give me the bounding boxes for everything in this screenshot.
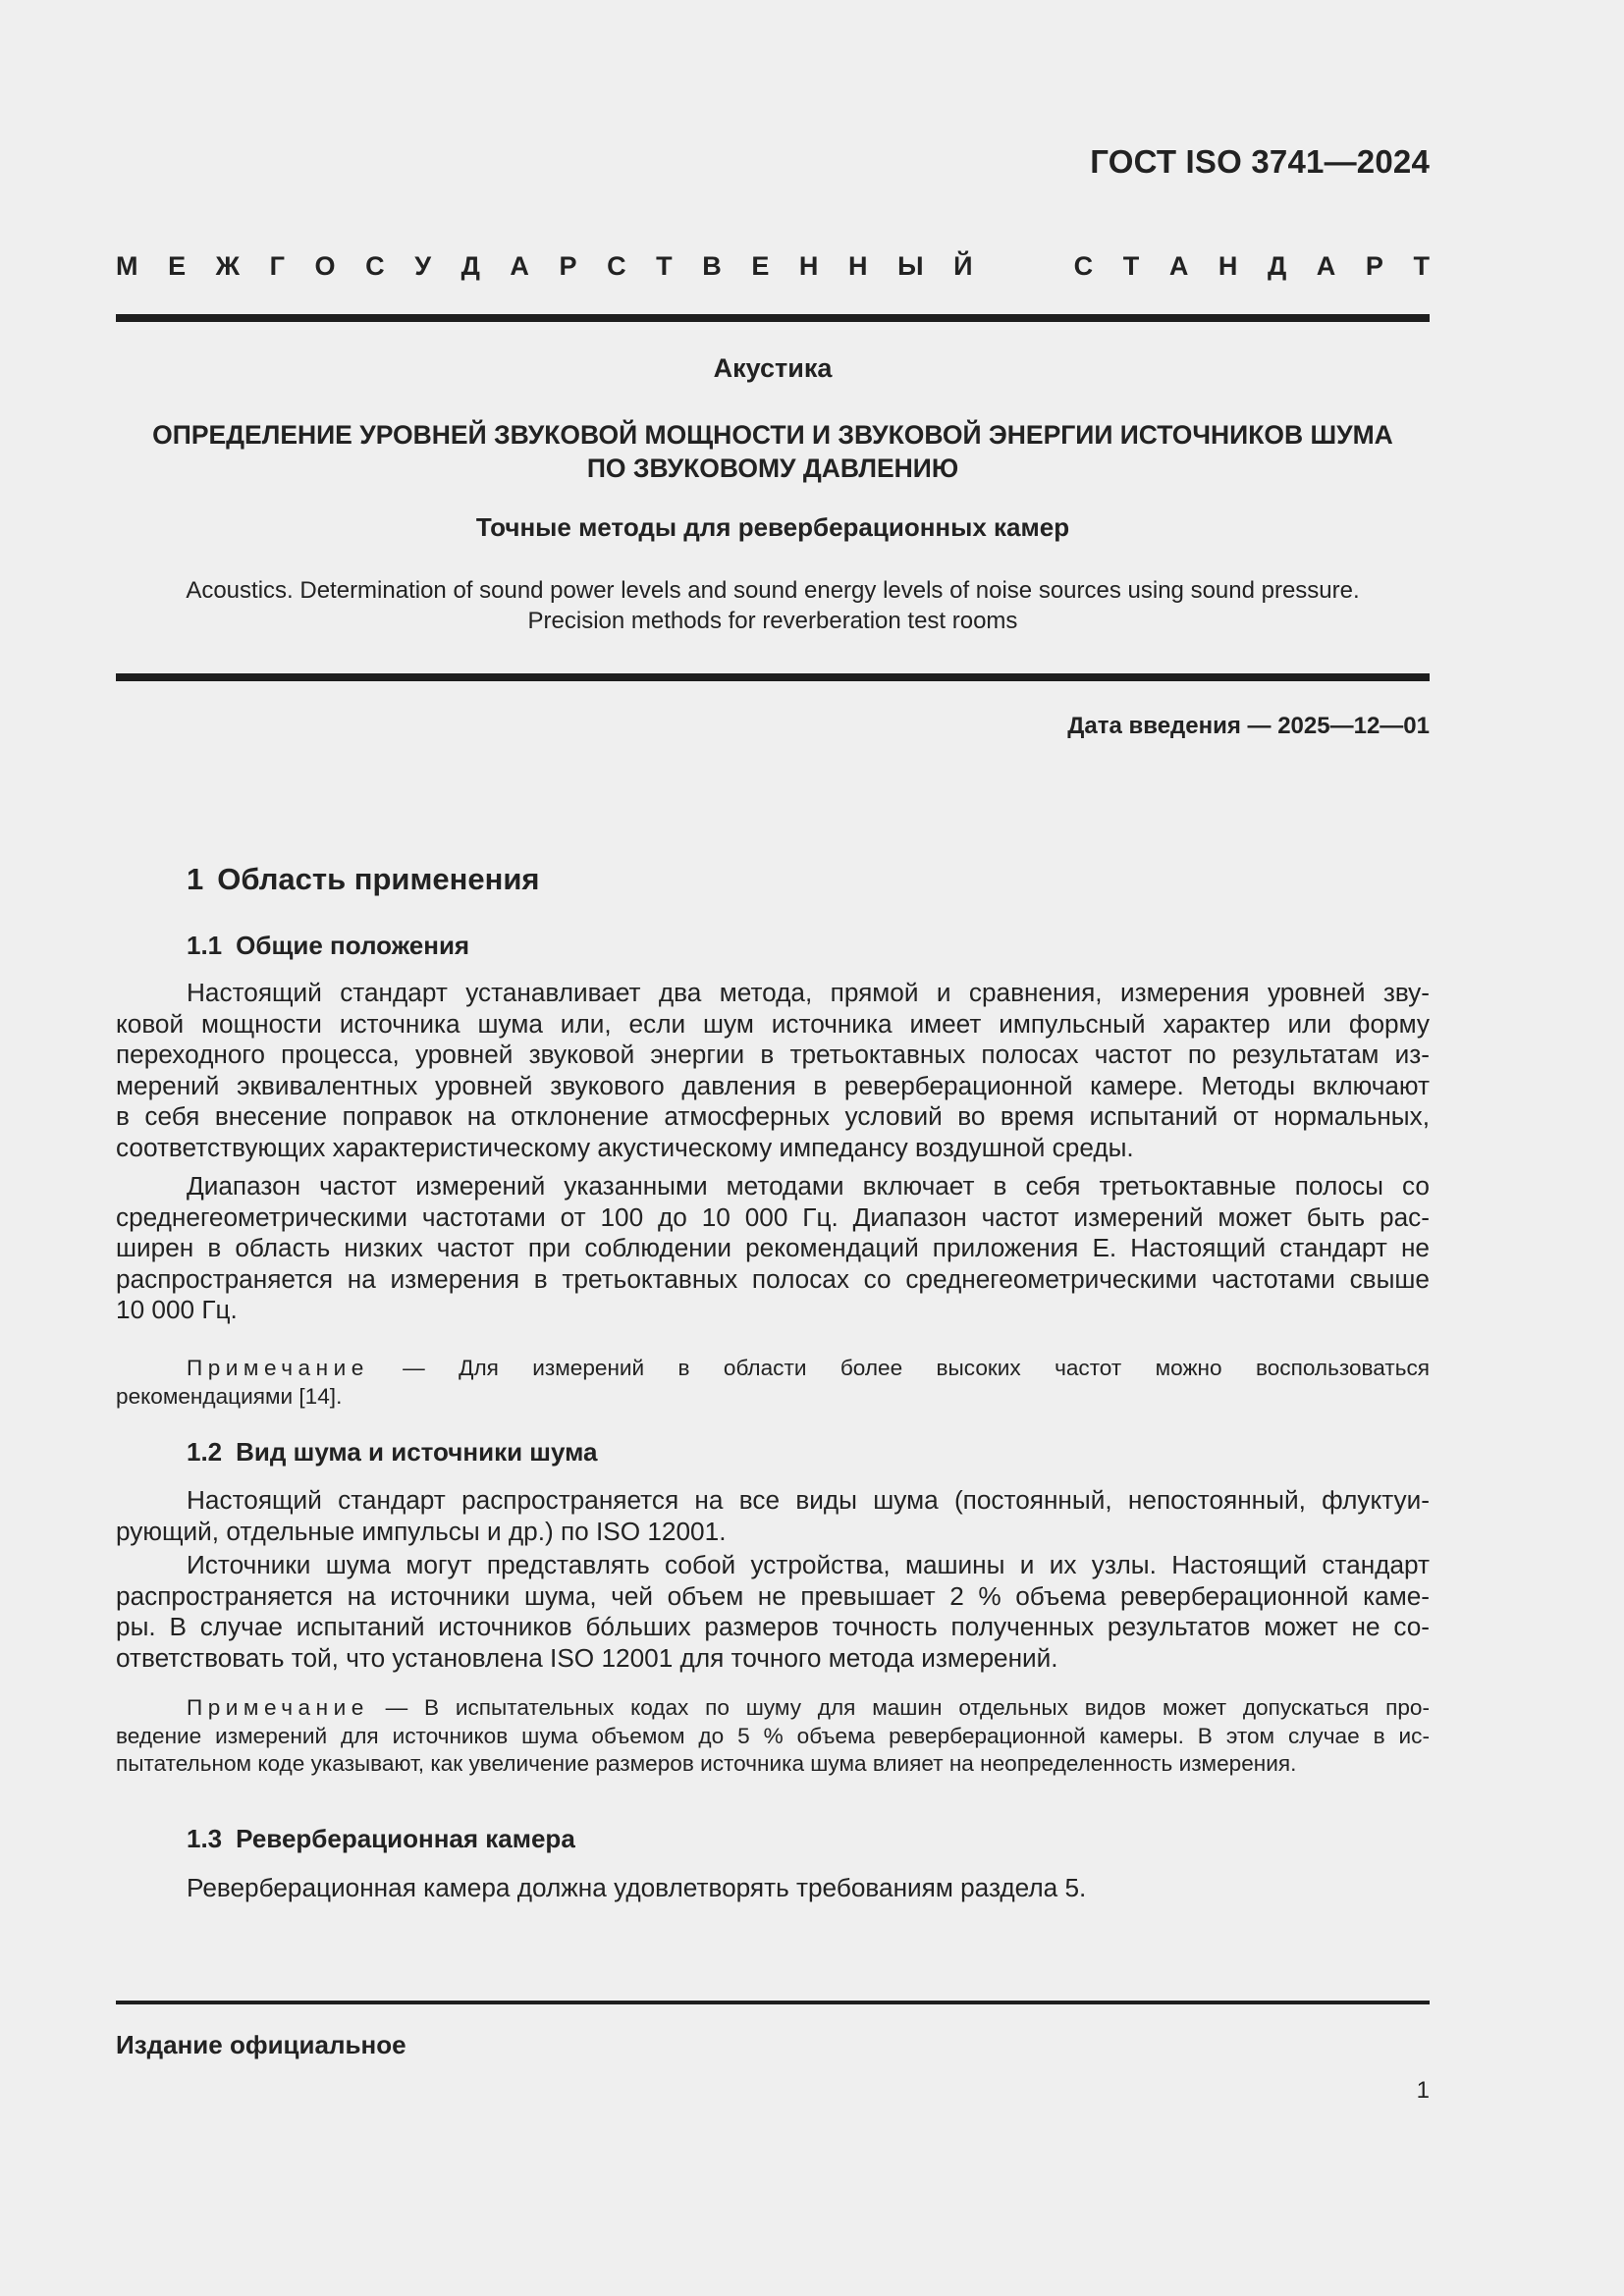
text-line: среднегеометрическими частотами от 100 до 10 000 Гц. Диапазон частот измерений может быть рас-: [116, 1201, 1430, 1232]
title-divider: [116, 673, 1430, 681]
note-line: [116, 1355, 1430, 1383]
english-title-line: Acoustics. Determination of sound power levels and sound energy levels of noise sources using sound pressure.: [186, 577, 1360, 604]
note-label: Примечание: [187, 1695, 369, 1720]
paragraph: [116, 1550, 1430, 1674]
english-title-line: Precision methods for reverberation test rooms: [527, 608, 1018, 634]
subject-title: Акустика: [713, 353, 833, 383]
edition-label: Издание официальное: [116, 2030, 406, 2059]
text-line: распространяется на измерения в третьоктавных полосах со среднегеометрическими частотами свыше: [116, 1263, 1430, 1294]
heading-letter: Н: [1218, 251, 1238, 281]
text-line: в себя внесение поправок на отклонение атмосферных условий во время испытаний от нормальных,: [116, 1101, 1430, 1132]
paragraph: [116, 978, 1430, 1164]
paragraph: [116, 1873, 1430, 1904]
text-line: соответствующих характеристическому акустическому импедансу воздушной среды.: [116, 1132, 1134, 1162]
subsection-number: 1.2: [187, 1437, 223, 1467]
heading-letter: Г: [269, 251, 285, 281]
heading-letter: О: [314, 251, 336, 281]
subsection-number: 1.3: [187, 1824, 223, 1853]
introduction-date: Дата введения — 2025—12—01: [1067, 713, 1430, 739]
english-title: [116, 575, 1430, 636]
note: [116, 1694, 1430, 1779]
text-line: Источники шума могут представлять собой устройства, машины и их узлы. Настоящий стандарт: [187, 1550, 1430, 1579]
section-number: 1: [187, 862, 204, 896]
page-number: 1: [1416, 2077, 1430, 2104]
text-line: мерений эквивалентных уровней звукового давления в реверберационной камере. Методы включают: [116, 1070, 1430, 1100]
heading-letter: Р: [559, 251, 577, 281]
text-line: ковой мощности источника шума или, если шум источника имеет импульсный характер или форму: [116, 1008, 1430, 1039]
heading-letter: Ы: [897, 251, 924, 281]
text-line: Диапазон частот измерений указанными методами включает в себя третьоктавные полосы со: [187, 1171, 1430, 1201]
heading-letter: Е: [168, 251, 187, 281]
heading-letter: А: [1316, 251, 1336, 281]
note-line: ведение измерений для источников шума объемом до 5 % объема реверберационной камеры. В этом случае в ис-: [116, 1723, 1430, 1748]
main-title-line: ПО ЗВУКОВОМУ ДАВЛЕНИЮ: [586, 454, 959, 483]
subsection-heading: [187, 1437, 597, 1468]
subtitle: Точные методы для реверберационных камер: [475, 512, 1070, 542]
standard-type-heading: [116, 251, 1430, 282]
heading-letter: Д: [1267, 251, 1287, 281]
text-line: ответствовать той, что установлена ISO 12001 для точного метода измерений.: [116, 1642, 1058, 1673]
heading-letter: С: [607, 251, 626, 281]
subsection-title: Общие положения: [236, 931, 470, 960]
text-line: Настоящий стандарт распространяется на все виды шума (постоянный, непостоянный, флуктуи-: [187, 1485, 1430, 1515]
standard-number: ГОСТ ISO 3741—2024: [1090, 143, 1430, 180]
heading-letter: Н: [848, 251, 868, 281]
heading-letter: Н: [798, 251, 819, 281]
paragraph: [116, 1485, 1430, 1547]
heading-letter: Т: [656, 251, 673, 281]
heading-letter: Д: [460, 251, 480, 281]
text-line: ры. В случае испытаний источников бóльших размеров точность полученных результатов может не со-: [116, 1612, 1430, 1642]
heading-letter: А: [510, 251, 529, 281]
note-line: [116, 1694, 1430, 1723]
heading-letter: Т: [1413, 251, 1430, 281]
subsection-heading: [187, 931, 469, 961]
main-title: [116, 418, 1430, 485]
section-heading: [187, 862, 540, 897]
text-line: переходного процесса, уровней звуковой энергии в третьоктавных полосах частот по результатам из-: [116, 1040, 1430, 1070]
word-gap: [1002, 251, 1044, 282]
subsection-title: Реверберационная камера: [236, 1824, 575, 1853]
subsection-title: Вид шума и источники шума: [236, 1437, 598, 1467]
heading-letter: Т: [1122, 251, 1140, 281]
note-label: Примечание: [187, 1356, 369, 1380]
section-title: Область применения: [217, 862, 540, 896]
text-line: рующий, отдельные импульсы и др.) по ISO 12001.: [116, 1516, 727, 1546]
text-line: Настоящий стандарт устанавливает два метода, прямой и сравнения, измерения уровней зву-: [187, 978, 1430, 1007]
main-title-line: ОПРЕДЕЛЕНИЕ УРОВНЕЙ ЗВУКОВОЙ МОЩНОСТИ И ЗВУКОВОЙ ЭНЕРГИИ ИСТОЧНИКОВ ШУМА: [152, 420, 1393, 450]
note-line: пытательном коде указывают, как увеличение размеров источника шума влияет на неопределенность измерения.: [116, 1751, 1297, 1777]
heading-letter: М: [116, 251, 138, 281]
paragraph: [116, 1171, 1430, 1326]
text-line: ширен в область низких частот при соблюдении рекомендаций приложения Е. Настоящий стандарт не: [116, 1233, 1430, 1263]
heading-letter: Й: [953, 251, 973, 281]
subsection-heading: [187, 1824, 575, 1854]
heading-letter: С: [365, 251, 385, 281]
text-line: распространяется на источники шума, чей объем не превышает 2 % объема реверберационной каме-: [116, 1580, 1430, 1611]
text-line: Реверберационная камера должна удовлетворять требованиям раздела 5.: [187, 1873, 1087, 1902]
note-line: рекомендациями [14].: [116, 1383, 343, 1409]
header-divider: [116, 314, 1430, 322]
subsection-number: 1.1: [187, 931, 223, 960]
heading-letter: Р: [1365, 251, 1383, 281]
note-text: — Для измерений в области более высоких частот можно воспользоваться: [368, 1356, 1430, 1380]
note-text: — В испытательных кодах по шуму для машин отдельных видов может допускаться про-: [368, 1695, 1430, 1720]
heading-letter: Е: [751, 251, 770, 281]
note: [116, 1355, 1430, 1411]
heading-letter: С: [1073, 251, 1094, 281]
footer-divider: [116, 2001, 1430, 2004]
heading-letter: А: [1168, 251, 1189, 281]
text-line: 10 000 Гц.: [116, 1295, 238, 1325]
heading-letter: В: [702, 251, 722, 281]
heading-letter: Ж: [215, 251, 241, 281]
heading-letter: У: [414, 251, 432, 281]
